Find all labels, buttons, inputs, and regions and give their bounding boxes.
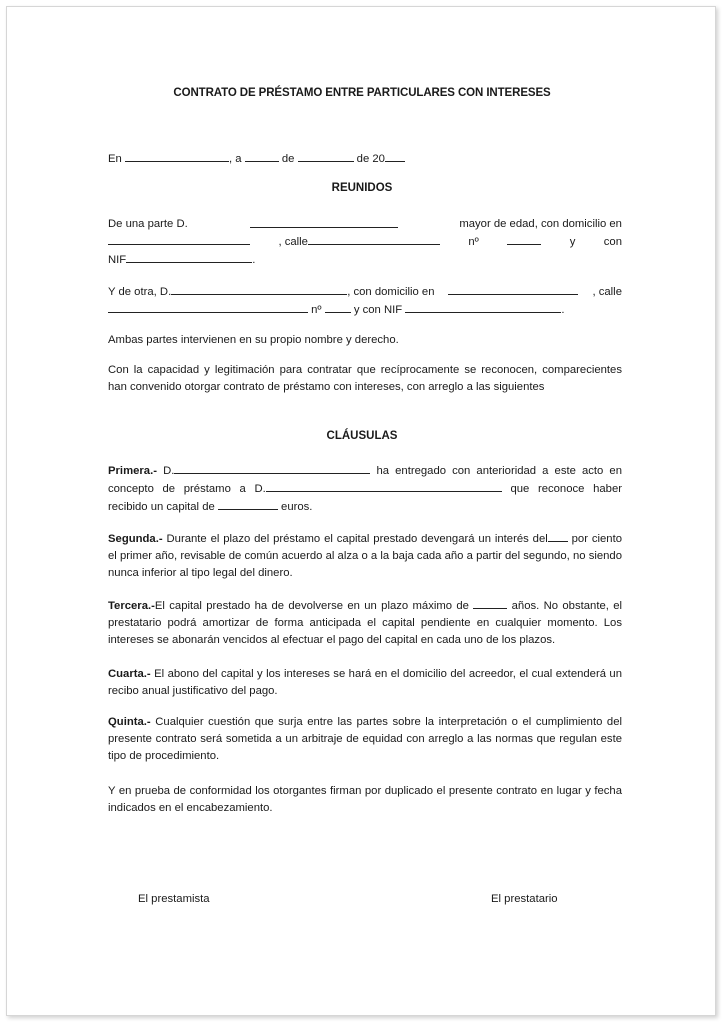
primera-text-3: euros.	[281, 501, 313, 513]
quinta-text: Cualquier cuestión que surja entre las partes sobre la interpretación o el cumplimiento del presente contrato será sometida a un arbitraje de equidad con arreglo a las normas que regulan este tipo de procedimiento.	[108, 716, 623, 762]
primera-text-1: ha entregado con anterioridad a este acto en concepto de préstamo a D.	[108, 465, 622, 495]
capacidad-paragraph: Con la capacidad y legitimación para contratar que recíprocamente se reconocen, comparecientes han convenido otorgar contrato de préstamo con intereses, con arreglo a las siguientes	[108, 364, 622, 393]
primera-borrower-blank[interactable]	[266, 480, 502, 492]
first-party-street-blank[interactable]	[308, 233, 440, 245]
segunda-text-1: Durante el plazo del préstamo el capital prestado devengará un interés del	[166, 533, 548, 545]
second-party-name-blank[interactable]	[171, 283, 347, 295]
reunidos-heading: REUNIDOS	[331, 182, 393, 194]
cuarta-text: El abono del capital y los intereses se hará en el domicilio del acreedor, el cual extenderá un recibo anual justificativo del pago.	[108, 668, 622, 697]
clause-quinta	[108, 714, 622, 765]
segunda-interest-blank[interactable]	[548, 530, 568, 542]
place-blank[interactable]	[125, 150, 229, 162]
ambas-paragraph: Ambas partes intervienen en su propio nombre y derecho.	[108, 334, 399, 346]
clause-primera	[108, 462, 622, 516]
borrower-signature-label: El prestatario	[491, 893, 558, 905]
primera-lender-blank[interactable]	[174, 462, 370, 474]
tercera-text-1: El capital prestado ha de devolverse en un plazo máximo de	[154, 600, 469, 612]
month-blank[interactable]	[298, 150, 354, 162]
clause-cuarta	[108, 666, 622, 700]
place-date-line	[108, 150, 622, 168]
lender-signature-label: El prestamista	[138, 893, 210, 905]
second-party-number-label: nº	[311, 304, 322, 316]
second-party: Y de otra, D. , con domicilio en , calle nº y con NIF .	[108, 283, 622, 319]
document-title: CONTRATO DE PRÉSTAMO ENTRE PARTICULARES CON INTERESES	[173, 87, 551, 99]
tercera-text-2: años. No obstante, el prestatario podrá amortizar de forma anticipada el capital pendiente en cualquier momento. Los intereses se abonarán vencidos al efectuar el pago del capital en cada uno de los plazos.	[108, 600, 623, 646]
year-blank[interactable]	[385, 150, 405, 162]
prueba-paragraph: Y en prueba de conformidad los otorgantes firman por duplicado el presente contrato en lugar y fecha indicados en el encabezamiento.	[108, 785, 622, 814]
place-label: En	[108, 153, 122, 165]
second-party-domicile-blank[interactable]	[448, 283, 578, 295]
primera-d: D.	[163, 465, 175, 477]
segunda-label: Segunda.-	[108, 533, 163, 545]
primera-label: Primera.-	[108, 465, 157, 477]
cuarta-label: Cuarta.-	[108, 668, 151, 680]
clause-segunda	[108, 530, 622, 582]
first-party-domicile-blank[interactable]	[108, 233, 250, 245]
tercera-years-blank[interactable]	[473, 597, 507, 609]
first-party-nif-blank[interactable]	[126, 251, 252, 263]
first-party-nif-label: NIF	[108, 254, 127, 266]
second-party-street-blank[interactable]	[108, 301, 308, 313]
day-blank[interactable]	[245, 150, 279, 162]
second-party-intro: Y de otra, D.	[108, 286, 172, 298]
quinta-label: Quinta.-	[108, 716, 151, 728]
tercera-label: Tercera.-	[108, 600, 155, 612]
month-label: de	[281, 153, 295, 165]
first-party-intro: De una parte D.	[108, 218, 188, 230]
second-party-nif-label: y con NIF	[353, 304, 403, 316]
segunda-text-2: por ciento el primer año, revisable de común acuerdo al alza o a la baja cada año a partir del segundo, no siendo nunca inferior al tipo legal del dinero.	[108, 533, 622, 579]
first-party-con: con	[603, 236, 622, 248]
day-label: , a	[228, 153, 242, 165]
second-party-nif-blank[interactable]	[405, 301, 561, 313]
first-party-number-label: nº	[468, 236, 479, 248]
first-party-y: y	[569, 236, 576, 248]
first-party-mid: mayor de edad, con domicilio en	[459, 218, 622, 230]
clausulas-heading: CLÁUSULAS	[326, 430, 398, 442]
second-party-street-label: , calle	[592, 286, 622, 298]
first-party-name-blank[interactable]	[250, 216, 398, 228]
year-label: de 20	[356, 153, 385, 165]
primera-capital-blank[interactable]	[218, 498, 278, 510]
first-party-street-label: , calle	[278, 236, 308, 248]
second-party-number-blank[interactable]	[325, 301, 351, 313]
first-party-number-blank[interactable]	[507, 233, 541, 245]
clause-tercera	[108, 597, 622, 649]
first-party: De una parte D. mayor de edad, con domicilio en , calle nº y con NIF .	[108, 218, 622, 266]
primera-text-2: que reconoce haber recibido un capital de	[108, 483, 622, 513]
second-party-dom: , con domicilio en	[347, 286, 435, 298]
